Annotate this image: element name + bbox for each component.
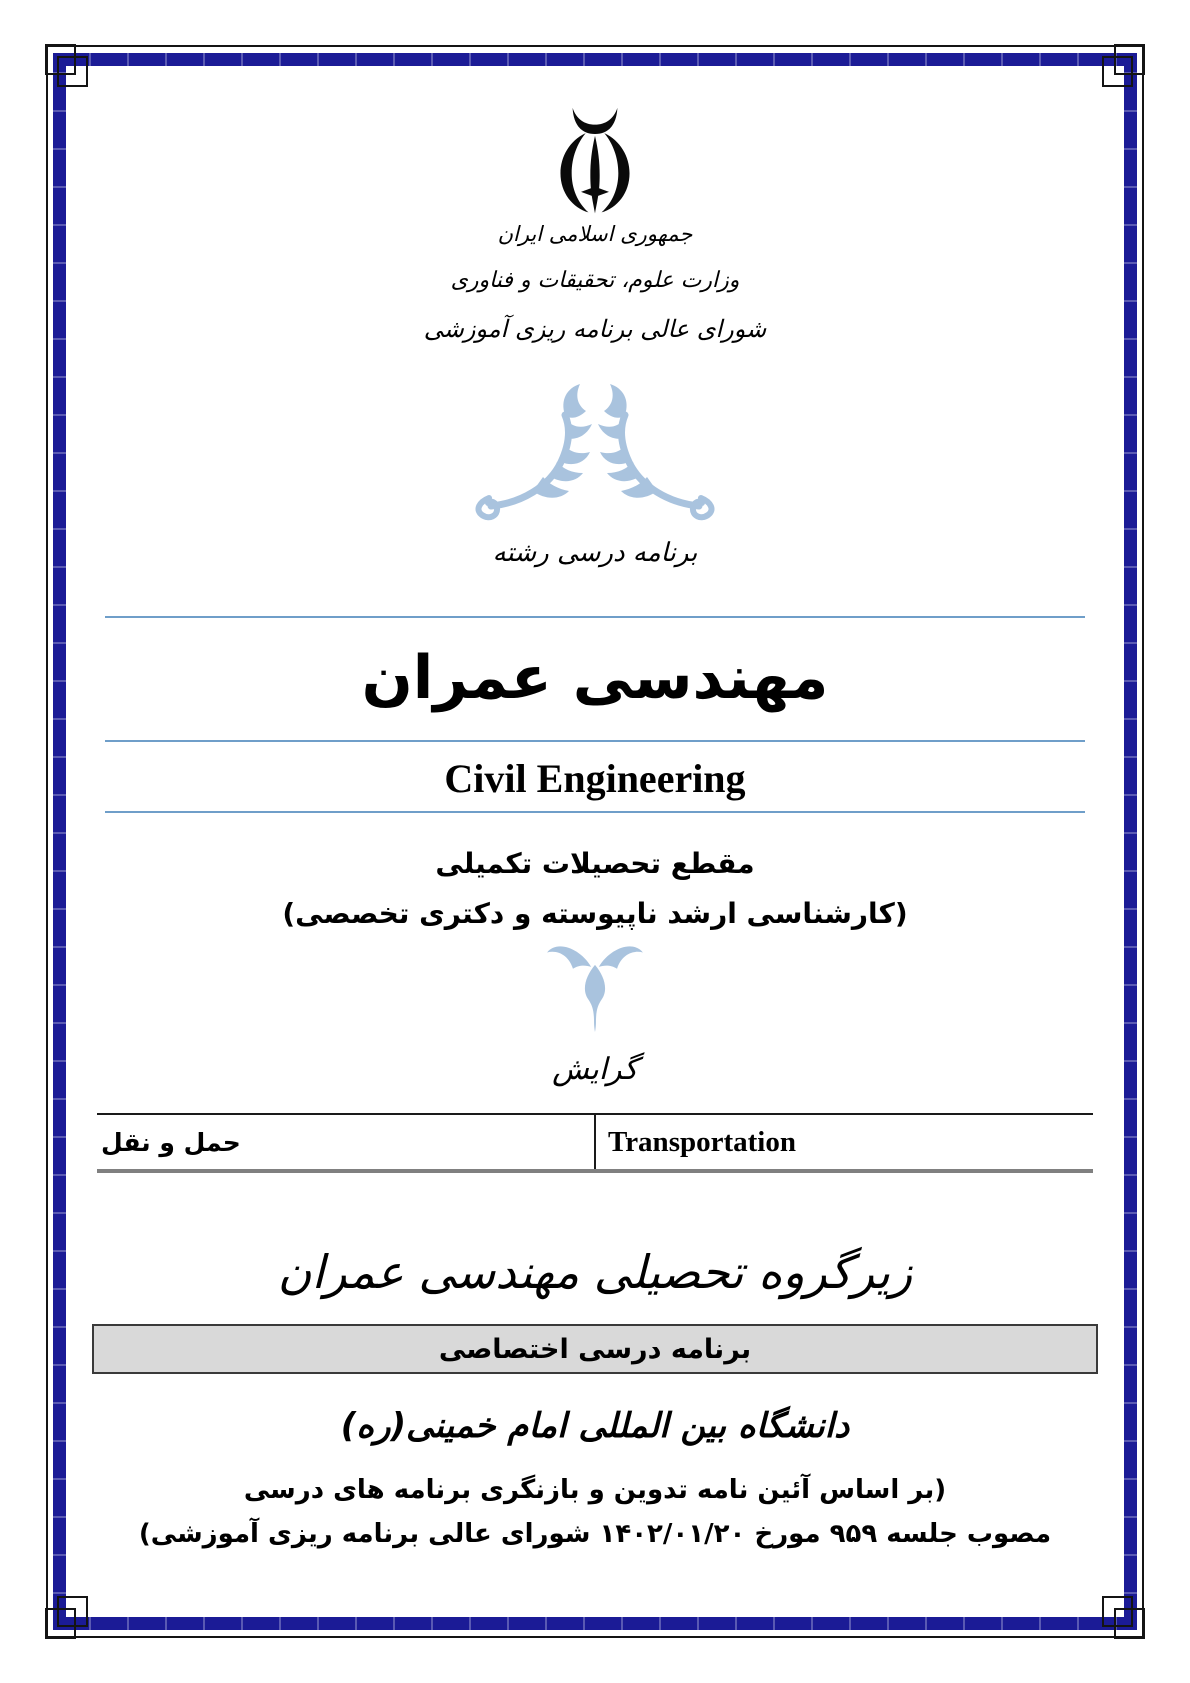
footnote-line-1: (بر اساس آئین نامه تدوین و بازنگری برنامه های درسی (243, 1475, 947, 1505)
floral-sprig-icon (0, 940, 1190, 1032)
frame-corner-ornament (1102, 1596, 1133, 1627)
orientation-cell-en: Transportation (594, 1115, 1093, 1169)
study-degrees-line: (کارشناسی ارشد ناپیوسته و دکتری تخصصی) (282, 897, 908, 930)
orientation-table (97, 1113, 1093, 1173)
orientation-label: گرایش (552, 1052, 638, 1087)
divider-rule (105, 616, 1085, 618)
banner-special-curriculum: برنامه درسی اختصاصی (92, 1324, 1098, 1374)
frame-corner-ornament (57, 56, 88, 87)
page-title-en: Civil Engineering (444, 756, 746, 801)
divider-rule (105, 811, 1085, 813)
frame-corner-ornament (1102, 56, 1133, 87)
divider-rule (105, 740, 1085, 742)
university-name: دانشگاه بین المللی امام خمینی(ره) (340, 1406, 850, 1446)
header-line-ministry: وزارت علوم، تحقیقات و فناوری (450, 268, 740, 293)
floral-flourish-icon (0, 382, 1190, 522)
program-label: برنامه درسی رشته (492, 538, 698, 568)
study-level-line: مقطع تحصیلات تکمیلی (435, 847, 755, 880)
subgroup-title: زیرگروه تحصیلی مهندسی عمران (277, 1245, 913, 1299)
header-line-republic: جمهوری اسلامی ایران (497, 222, 693, 246)
page-title-fa: مهندسی عمران (361, 643, 829, 713)
header-line-council: شورای عالی برنامه ریزی آموزشی (423, 315, 767, 343)
frame-band-bottom (53, 1617, 1137, 1630)
iran-national-emblem-icon (0, 106, 1190, 218)
frame-corner-ornament (57, 1596, 88, 1627)
footnote-line-2: مصوب جلسه ۹۵۹ مورخ ۱۴۰۲/۰۱/۲۰ شورای عالی برنامه ریزی آموزشی) (138, 1519, 1052, 1549)
frame-band-top (53, 53, 1137, 66)
orientation-cell-fa: حمل و نقل (101, 1127, 241, 1157)
